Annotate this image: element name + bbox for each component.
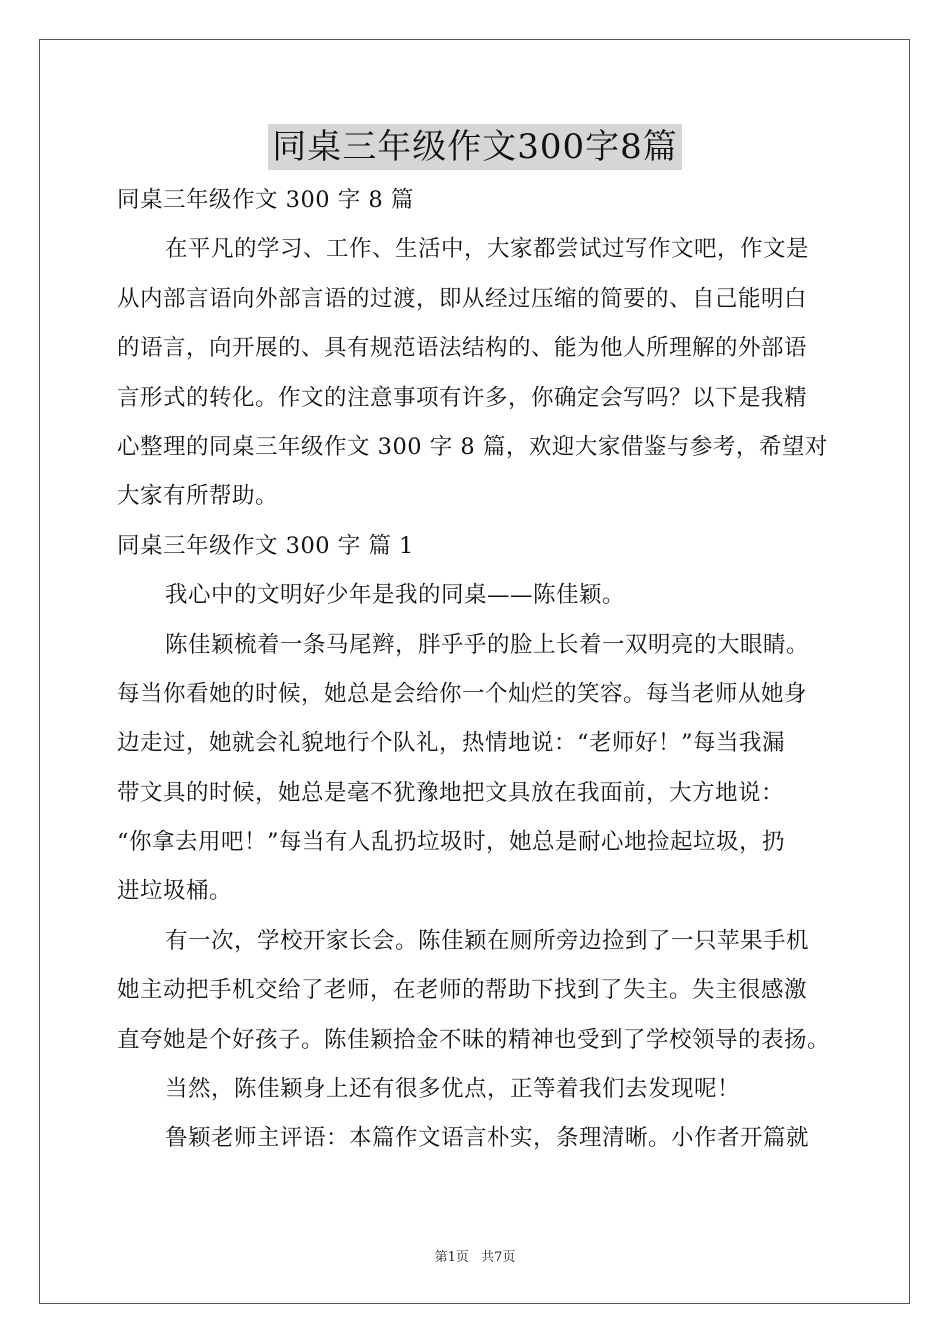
- page-total: 共7页: [481, 1250, 516, 1265]
- document-title: 同桌三年级作文300字8篇: [268, 124, 682, 170]
- text-line: 从内部言语向外部言语的过渡，即从经过压缩的简要的、自己能明白: [117, 285, 808, 312]
- text-line: 陈佳颖梳着一条马尾辫，胖乎乎的脸上长着一双明亮的大眼睛。: [165, 631, 810, 658]
- text-line: 在平凡的学习、工作、生活中，大家都尝试过写作文吧，作文是: [165, 236, 810, 263]
- text-line: 鲁颖老师主评语：本篇作文语言朴实，条理清晰。小作者开篇就: [165, 1125, 810, 1152]
- title-wrap: [0, 124, 950, 170]
- text-line: 有一次，学校开家长会。陈佳颖在厕所旁边捡到了一只苹果手机: [165, 927, 810, 954]
- text-line: 带文具的时候，她总是毫不犹豫地把文具放在我面前，大方地说：: [117, 779, 785, 806]
- text-line: 进垃圾桶。: [117, 878, 233, 905]
- text-line: 言形式的转化。作文的注意事项有许多，你确定会写吗？以下是我精: [117, 384, 808, 411]
- text-line: 边走过，她就会礼貌地行个队礼，热情地说：“老师好！”每当我漏: [117, 730, 786, 757]
- text-line: 同桌三年级作文 300 字 8 篇: [117, 187, 414, 213]
- text-line: 我心中的文明好少年是我的同桌——陈佳颖。: [165, 582, 626, 609]
- page-number: 第1页: [434, 1250, 469, 1265]
- text-line: “你拿去用吧！”每当有人乱扔垃圾时，她总是耐心地捡起垃圾，扔: [117, 829, 786, 856]
- text-line: 同桌三年级作文 300 字 篇 1: [117, 532, 414, 559]
- text-line: 心整理的同桌三年级作文 300 字 8 篇，欢迎大家借鉴与参考，希望对: [117, 433, 828, 460]
- page-footer: [0, 1246, 950, 1265]
- text-line: 大家有所帮助。: [117, 483, 279, 510]
- text-line: 直夸她是个好孩子。陈佳颖拾金不昧的精神也受到了学校领导的表扬。: [117, 1026, 831, 1053]
- text-line: 每当你看她的时候，她总是会给你一个灿烂的笑容。每当老师从她身: [117, 680, 808, 707]
- document-body: [117, 176, 837, 1164]
- text-line: 的语言，向开展的、具有规范语法结构的、能为他人所理解的外部语: [117, 335, 808, 362]
- text-line: 当然，陈佳颖身上还有很多优点，正等着我们去发现呢！: [165, 1076, 741, 1103]
- text-line: 她主动把手机交给了老师，在老师的帮助下找到了失主。失主很感激: [117, 977, 808, 1004]
